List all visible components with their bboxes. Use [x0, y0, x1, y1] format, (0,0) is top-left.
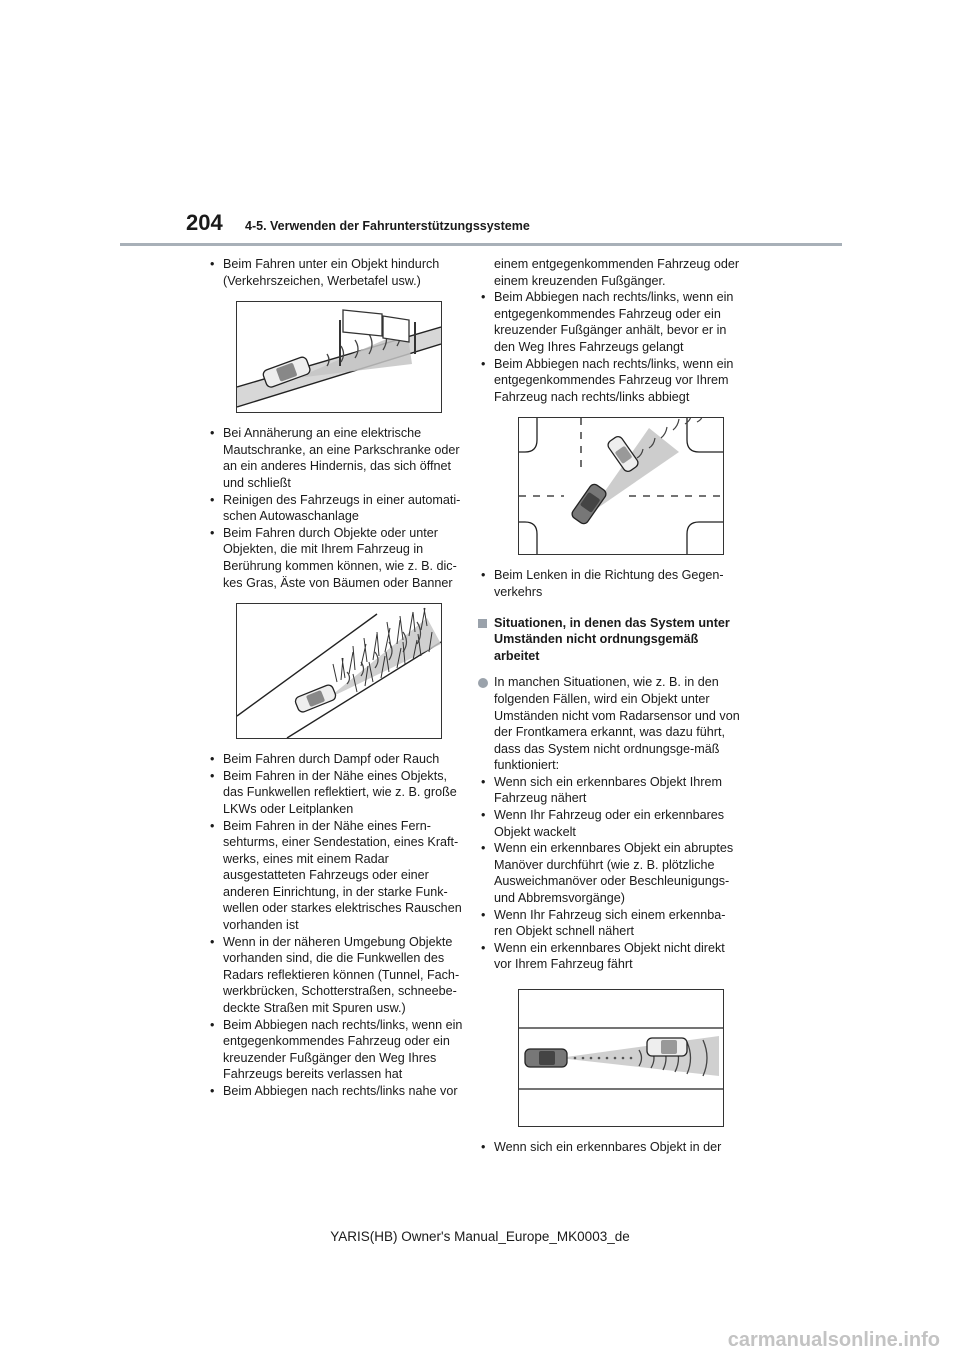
- list-item: • Wenn Ihr Fahrzeug oder ein erkennbares Objekt wackelt: [478, 807, 740, 840]
- intro-paragraph: [478, 674, 740, 774]
- list-item: • Wenn in der näheren Umgebung Objekte vorhanden sind, die die Funkwellen des Radars reflektieren können (Tunnel, Fach-werkbrücken, Schotterstraßen, schneebe-deckte Straßen mit Spuren usw.): [207, 934, 469, 1017]
- watermark: carmanualsonline.info: [727, 1329, 940, 1351]
- bullet-list: [478, 774, 740, 973]
- circle-bullet-icon: [478, 678, 488, 688]
- figure-intersection-turn: [518, 417, 724, 555]
- list-item: • Beim Fahren in der Nähe eines Objekts, das Funkwellen reflektiert, wie z. B. große LKWs oder Leitplanken: [207, 768, 469, 818]
- list-item: • Beim Abbiegen nach rechts/links, wenn ein entgegenkommendes Fahrzeug vor Ihrem Fahrzeug nach rechts/links abbiegt: [478, 356, 740, 406]
- list-item: • Wenn sich ein erkennbares Objekt Ihrem Fahrzeug nähert: [478, 774, 740, 807]
- bullet-list: [207, 425, 469, 591]
- left-column: [207, 256, 469, 1100]
- bullet-list: [478, 1139, 740, 1156]
- footer-manual-id: YARIS(HB) Owner's Manual_Europe_MK0003_de: [330, 1229, 630, 1244]
- figure-tall-grass: [236, 603, 442, 739]
- section-title: 4-5. Verwenden der Fahrunterstützungssysteme: [245, 219, 530, 233]
- bullet-list: [207, 751, 469, 1099]
- bullet-list: [207, 256, 469, 289]
- list-item: • Bei Annäherung an eine elektrische Mautschranke, an eine Parkschranke oder an ein anderes Hindernis, das sich öffnet und schließt: [207, 425, 469, 491]
- figure-overhead-sign: [236, 301, 442, 413]
- list-item: • Beim Fahren durch Objekte oder unter Objekten, die mit Ihrem Fahrzeug in Berührung kommen können, wie z. B. dic-kes Gras, Äste von Bäumen oder Banner: [207, 525, 469, 591]
- list-item: • Beim Abbiegen nach rechts/links, wenn ein entgegenkommendes Fahrzeug oder ein kreuzender Fußgänger den Weg Ihres Fahrzeugs bereits verlassen hat: [207, 1017, 469, 1083]
- list-item: • Wenn sich ein erkennbares Objekt in der: [478, 1139, 740, 1156]
- list-item: • Wenn ein erkennbares Objekt nicht direkt vor Ihrem Fahrzeug fährt: [478, 940, 740, 973]
- subsection-heading: [478, 615, 740, 665]
- list-item: • Beim Abbiegen nach rechts/links nahe vor: [207, 1083, 469, 1100]
- list-item: • Beim Fahren in der Nähe eines Fern-sehturms, einer Sendestation, eines Kraft-werks, eines mit einem Radar ausgestatteten Fahrzeugs oder einer anderen Einrichtung, in der starke Funk-wellen oder starkes elektrisches Rauschen vorhanden ist: [207, 818, 469, 934]
- list-item: • Beim Abbiegen nach rechts/links, wenn ein entgegenkommendes Fahrzeug oder ein kreuzender Fußgänger anhält, bevor er in den Weg Ihres Fahrzeugs gelangt: [478, 289, 740, 355]
- list-item: • Beim Lenken in die Richtung des Gegen-verkehrs: [478, 567, 740, 600]
- list-item: • Beim Fahren durch Dampf oder Rauch: [207, 751, 469, 768]
- list-item: • Beim Fahren unter ein Objekt hindurch (Verkehrszeichen, Werbetafel usw.): [207, 256, 469, 289]
- continued-text: einem entgegenkommenden Fahrzeug oder einem kreuzenden Fußgänger.: [494, 257, 740, 288]
- figure-offset-vehicle: [518, 989, 724, 1127]
- right-column: [478, 256, 740, 1156]
- bullet-list: [478, 567, 740, 600]
- list-item: • Wenn Ihr Fahrzeug sich einem erkennba-ren Objekt schnell nähert: [478, 907, 740, 940]
- intro-text: In manchen Situationen, wie z. B. in den folgenden Fällen, wird ein Objekt unter Umständen nicht vom Radarsensor und von der Frontkamera erkannt, was dazu führt, dass das System nicht ordnungsge-mäß funktioniert:: [494, 675, 740, 773]
- bullet-list: [478, 289, 740, 405]
- list-item: • Reinigen des Fahrzeugs in einer automati-schen Autowaschanlage: [207, 492, 469, 525]
- subsection-heading-text: Situationen, in denen das System unter Umständen nicht ordnungsgemäß arbeitet: [494, 615, 730, 663]
- header-rule: [120, 243, 842, 246]
- page-number: 204: [186, 210, 223, 235]
- square-bullet-icon: [478, 619, 487, 628]
- list-item: • Wenn ein erkennbares Objekt ein abruptes Manöver durchführt (wie z. B. plötzliche Ausweichmanöver oder Beschleunigungs- und Abbremsvorgänge): [478, 840, 740, 906]
